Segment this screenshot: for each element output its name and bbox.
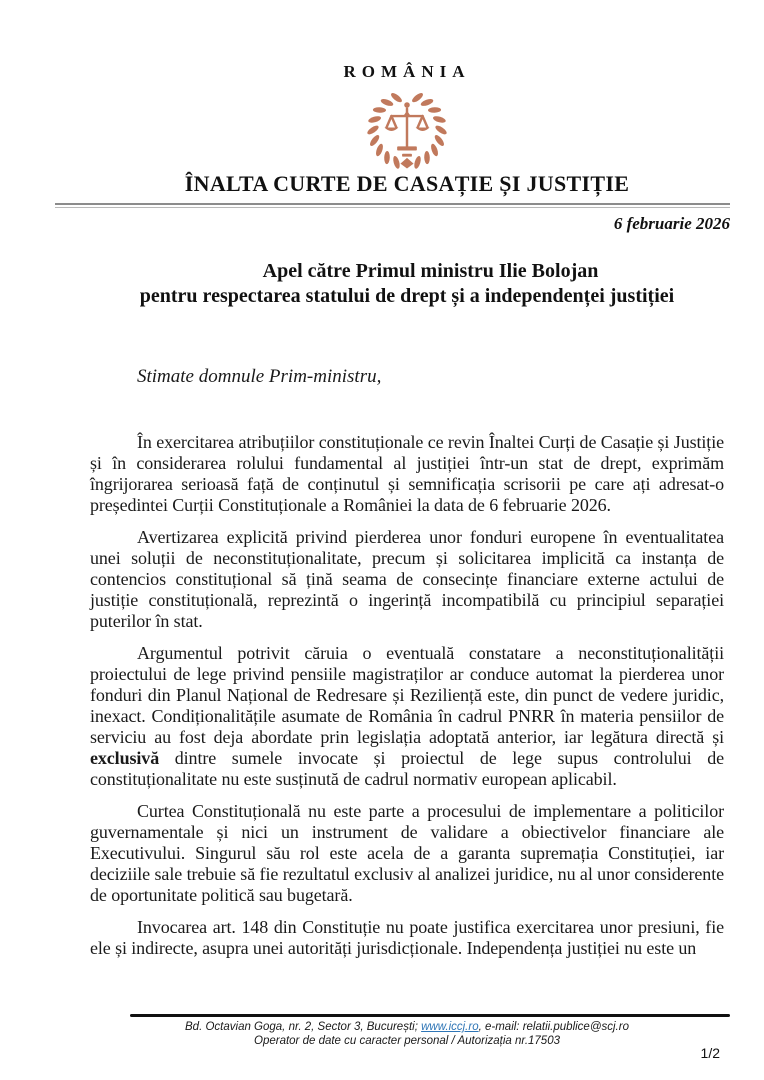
paragraph-2: Avertizarea explicită privind pierderea unor fonduri europene în eventualitatea unei soluții de neconstituționalitate, precum și solicitarea implicită ca instanța de contencios constituțional să țină seama de consecințe financiare externe actului de justiție constituțională, reprezintă o ingerință incompatibilă cu principiul separației puterilor în stat. [90,527,724,631]
page-number: 1/2 [700,1045,720,1061]
paragraph-3-text: Argumentul potrivit căruia o eventuală constatare a neconstituționalității proiectului de lege privind pensiile magistraților ar conduce automat la pierderea unor fonduri din Planul Național de Redresare și Reziliență este, din punct de vedere juridic, inexact. Condiționalitățile asumate de România în cadrul PNRR în materia pensiilor de serviciu au fost deja abordate prin legislația adoptată anterior, iar legătura directă și [90,643,724,747]
address-text: Bd. Octavian Goga, nr. 2, Sector 3, București; [185,1021,422,1033]
footer-registration: Operator de date cu caracter personal / Autorizația nr.17503 [254,1034,560,1047]
document-title [90,259,724,309]
website-link[interactable]: www.iccj.ro [421,1021,479,1033]
letterhead [90,62,724,197]
country-name: ROMÂNIA [343,62,471,81]
page-footer [90,1021,724,1048]
email-text: , e-mail: relatii.publice@scj.ro [478,1021,629,1033]
paragraph-5: Invocarea art. 148 din Constituție nu poate justifica exercitarea unor presiuni, fie ele și indirecte, asupra unei autorități jurisdicționale. Independența justiției nu este un [90,917,724,958]
paragraph-1: În exercitarea atribuțiilor constituționale ce revin Înaltei Curți de Casație și Justiție și în considerarea rolului fundamental al justiției într-un stat de drept, exprimăm îngrijorarea serioasă față de conținutul și semnificația scrisorii pe care ați adresat-o președintei Curții Constituționale a României la data de 6 februarie 2026. [90,432,724,515]
institution-name: ÎNALTA CURTE DE CASAȚIE ȘI JUSTIȚIE [184,171,630,196]
paragraph-4: Curtea Constituțională nu este parte a procesului de implementare a politicilor guvernamentale și nici un instrument de validare a obiectivelor financiare ale Executivului. Singurul său rol este acela de a garanta supremația Constituției, iar deciziile sale trebuie să fie rezultatul exclusiv al analizei juridice, nu al unor considerente de oportunitate politică sau bugetară. [90,801,724,905]
title-line-2: pentru respectarea statului de drept și a independenței justiției [139,285,675,307]
paragraph-3 [90,643,724,790]
header-divider [55,203,730,208]
paragraph-3-text-continued: dintre sumele invocate și proiectul de lege supus controlului de constituționalitate nu este susținută de cadrul normativ european aplicabil. [90,748,724,789]
letter-body [90,432,724,959]
footer-address-line [90,1021,724,1035]
salutation: Stimate domnule Prim-ministru, [137,366,382,387]
document-date: 6 februarie 2026 [613,214,730,233]
title-line-1: Apel către Primul ministru Ilie Bolojan [262,260,599,282]
footer-divider [130,1014,730,1017]
paragraph-3-emphasis: exclusivă [90,748,160,768]
scales-of-justice-logo [364,89,450,171]
